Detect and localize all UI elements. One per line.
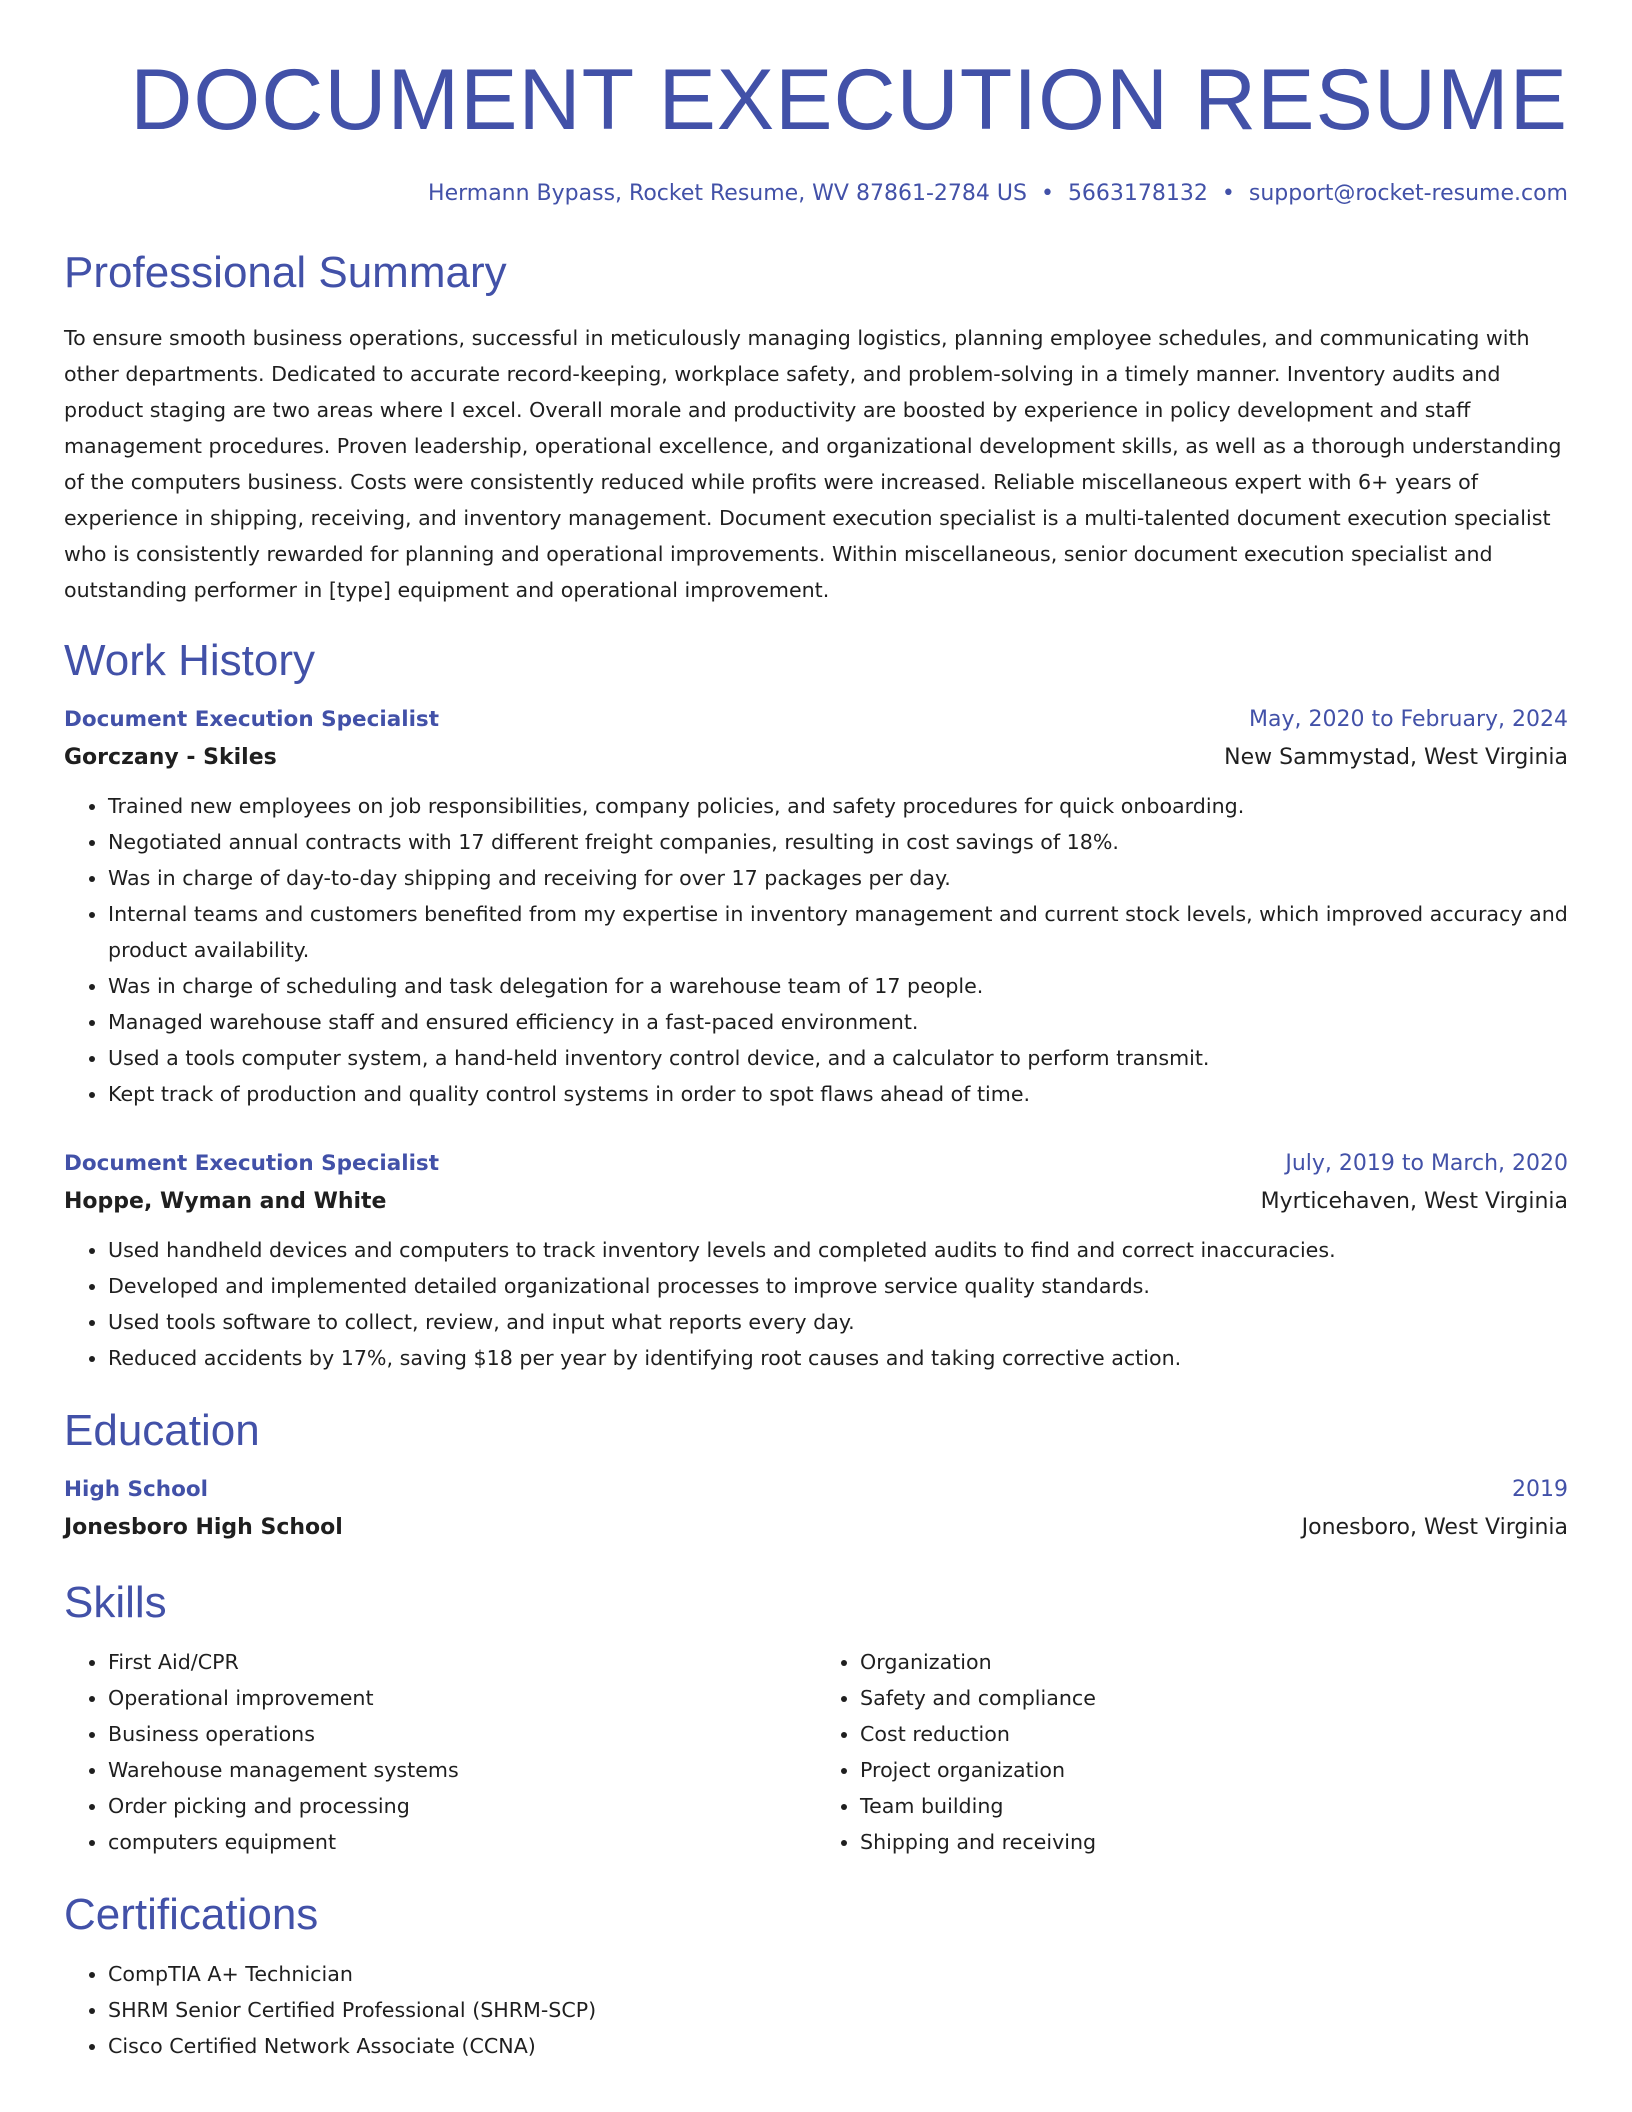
skill-item: • Business operations — [108, 1716, 816, 1752]
job-company: Hoppe, Wyman and White — [64, 1189, 387, 1214]
certification-item: • SHRM Senior Certified Professional (SHRM-SCP) — [108, 1992, 1568, 2028]
job-dates: July, 2019 to March, 2020 — [1285, 1151, 1568, 1176]
skill-item: • Project organization — [860, 1752, 1568, 1788]
summary-text: To ensure smooth business operations, successful in meticulously managing logistics, planning employee schedules, and communicating with other departments. Dedicated to accurate record-keeping, workplace safety, and problem-solving in a timely manner. Inventory audits and product staging are two areas where I excel. Overall morale and productivity are boosted by experience in policy development and staff management procedures. Proven leadership, operational excellence, and organizational development skills, as well as a thorough understanding of the computers business. Costs were consistently reduced while profits were increased. Reliable miscellaneous expert with 6+ years of experience in shipping, receiving, and inventory management. Document execution specialist is a multi-talented document execution specialist who is consistently rewarded for planning and operational improvements. Within miscellaneous, senior document execution specialist and outstanding performer in [type] equipment and operational improvement. — [64, 326, 1562, 602]
education-degree: High School — [64, 1477, 208, 1502]
skill-item: • Organization — [860, 1644, 1568, 1680]
skill-item: • Operational improvement — [108, 1680, 816, 1716]
job-location: Myrticehaven, West Virginia — [1260, 1189, 1568, 1214]
job-title: Document Execution Specialist — [64, 707, 440, 732]
contact-address: Hermann Bypass, Rocket Resume, WV 87861-2784 US — [428, 181, 1027, 206]
job-entry — [64, 1146, 1568, 1376]
job-bullets — [64, 788, 1568, 1112]
certification-item: • Cisco Certified Network Associate (CCNA) — [108, 2028, 1568, 2064]
skills-grid — [64, 1644, 1568, 1860]
skill-item: • Cost reduction — [860, 1716, 1568, 1752]
skill-item: • Safety and compliance — [860, 1680, 1568, 1716]
education-heading: Education — [64, 1406, 260, 1455]
education-degree-row — [64, 1472, 1568, 1508]
summary-heading: Professional Summary — [64, 248, 507, 297]
document-title: DOCUMENT EXECUTION RESUME — [130, 52, 1568, 148]
education-school: Jonesboro High School — [64, 1515, 343, 1540]
job-bullet: • Used tools software to collect, review, and input what reports every day. — [108, 1304, 1568, 1340]
contact-separator: • — [1040, 181, 1054, 206]
job-entry — [64, 702, 1568, 1112]
education-entry — [64, 1472, 1568, 1548]
job-bullets — [64, 1232, 1568, 1376]
skills-heading: Skills — [64, 1578, 167, 1627]
education-year: 2019 — [1512, 1477, 1568, 1502]
contact-line — [64, 180, 1568, 208]
job-title: Document Execution Specialist — [64, 1151, 440, 1176]
contact-phone[interactable]: 5663178132 — [1067, 181, 1208, 206]
certifications-heading: Certifications — [64, 1890, 319, 1939]
skills-column-right — [816, 1644, 1568, 1860]
job-title-row — [64, 702, 1568, 738]
job-bullet: • Developed and implemented detailed organizational processes to improve service quality standards. — [108, 1268, 1568, 1304]
job-bullet: • Used a tools computer system, a hand-held inventory control device, and a calculator to perform transmit. — [108, 1040, 1568, 1076]
job-title-row — [64, 1146, 1568, 1182]
job-bullet: • Negotiated annual contracts with 17 different freight companies, resulting in cost savings of 18%. — [108, 824, 1568, 860]
skill-item: • Warehouse management systems — [108, 1752, 816, 1788]
contact-separator: • — [1221, 181, 1235, 206]
skill-item: • Team building — [860, 1788, 1568, 1824]
job-company-row — [64, 1182, 1568, 1222]
job-location: New Sammystad, West Virginia — [1224, 745, 1568, 770]
job-bullet: • Reduced accidents by 17%, saving $18 per year by identifying root causes and taking corrective action. — [108, 1340, 1568, 1376]
job-bullet: • Internal teams and customers benefited from my expertise in inventory management and current stock levels, which improved accuracy and product availability. — [108, 896, 1568, 968]
skill-item: • First Aid/CPR — [108, 1644, 816, 1680]
skill-item: • computers equipment — [108, 1824, 816, 1860]
contact-email[interactable]: support@rocket-resume.com — [1248, 181, 1568, 206]
skills-column-left — [64, 1644, 816, 1860]
education-school-row — [64, 1508, 1568, 1548]
job-dates: May, 2020 to February, 2024 — [1249, 707, 1568, 732]
job-bullet: • Was in charge of scheduling and task delegation for a warehouse team of 17 people. — [108, 968, 1568, 1004]
resume-header — [64, 52, 1568, 208]
work-history-heading: Work History — [64, 636, 315, 685]
job-bullet: • Was in charge of day-to-day shipping and receiving for over 17 packages per day. — [108, 860, 1568, 896]
job-bullet: • Kept track of production and quality control systems in order to spot flaws ahead of time. — [108, 1076, 1568, 1112]
certification-item: • CompTIA A+ Technician — [108, 1956, 1568, 1992]
job-company: Gorczany - Skiles — [64, 745, 277, 770]
certifications-list — [64, 1956, 1568, 2064]
job-bullet: • Trained new employees on job responsibilities, company policies, and safety procedures for quick onboarding. — [108, 788, 1568, 824]
job-company-row — [64, 738, 1568, 778]
job-bullet: • Managed warehouse staff and ensured efficiency in a fast-paced environment. — [108, 1004, 1568, 1040]
skill-item: • Shipping and receiving — [860, 1824, 1568, 1860]
job-bullet: • Used handheld devices and computers to track inventory levels and completed audits to find and correct inaccuracies. — [108, 1232, 1568, 1268]
skill-item: • Order picking and processing — [108, 1788, 816, 1824]
education-location: Jonesboro, West Virginia — [1301, 1515, 1568, 1540]
